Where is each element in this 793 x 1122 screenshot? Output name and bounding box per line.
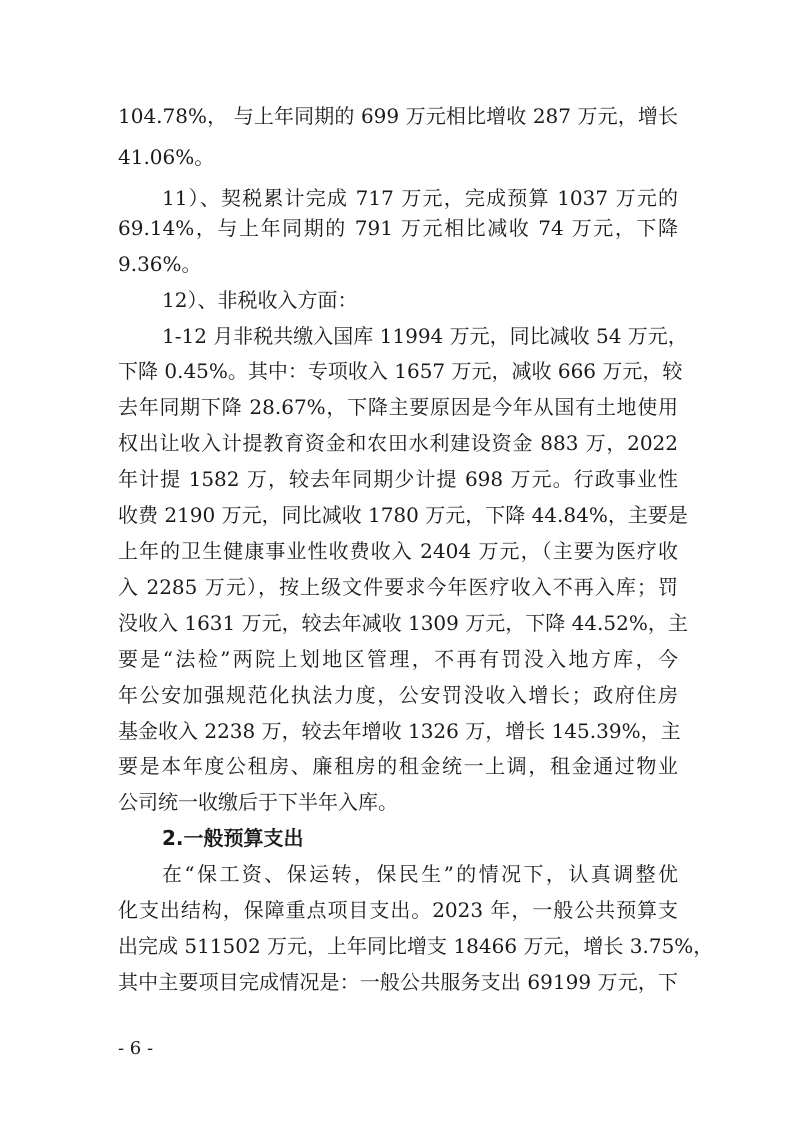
- body-line: 公司统一收缴后于下半年入库。: [118, 790, 398, 814]
- body-line: 年公安加强规范化执法力度，公安罚没收入增长；政府住房: [118, 683, 678, 707]
- body-line: 出完成 511502 万元，上年同比增支 18466 万元，增长 3.75%，: [118, 934, 714, 958]
- body-line: 化支出结构，保障重点项目支出。2023 年，一般公共预算支: [118, 898, 678, 922]
- body-line: 下降 0.45%。其中：专项收入 1657 万元，减收 666 万元，较: [118, 359, 683, 383]
- body-line: 去年同期下降 28.67%，下降主要原因是今年从国有土地使用: [118, 395, 678, 419]
- body-line: 要是“法检”两院上划地区管理，不再有罚没入地方库，今: [118, 647, 678, 671]
- body-line: 11）、契税累计完成 717 万元，完成预算 1037 万元的: [162, 186, 678, 210]
- body-line: 104.78%， 与上年同期的 699 万元相比增收 287 万元，增长: [118, 104, 678, 128]
- page-number: - 6 -: [118, 1038, 154, 1059]
- body-line: 69.14%，与上年同期的 791 万元相比减收 74 万元，下降: [118, 216, 678, 240]
- body-line: 收费 2190 万元，同比减收 1780 万元，下降 44.84%，主要是: [118, 503, 688, 527]
- body-line: 年计提 1582 万，较去年同期少计提 698 万元。行政事业性: [118, 467, 678, 491]
- body-line: 1-12 月非税共缴入国库 11994 万元，同比减收 54 万元，: [162, 324, 688, 348]
- body-line: 上年的卫生健康事业性收费收入 2404 万元，（主要为医疗收: [118, 539, 678, 563]
- body-line: 权出让收入计提教育资金和农田水利建设资金 883 万，2022: [118, 431, 678, 455]
- body-line: 入 2285 万元），按上级文件要求今年医疗收入不再入库；罚: [118, 575, 678, 599]
- body-line: 其中主要项目完成情况是：一般公共服务支出 69199 万元，下: [118, 970, 678, 994]
- section-heading: 2.一般预算支出: [162, 826, 304, 850]
- body-line: 要是本年度公租房、廉租房的租金统一上调，租金通过物业: [118, 754, 678, 778]
- body-line: 在“保工资、保运转，保民生”的情况下，认真调整优: [162, 862, 678, 886]
- body-line: 没收入 1631 万元，较去年减收 1309 万元，下降 44.52%，主: [118, 611, 688, 635]
- body-line: 基金收入 2238 万，较去年增收 1326 万，增长 145.39%，主: [118, 719, 681, 743]
- body-line: 12）、非税收入方面：: [162, 288, 358, 312]
- body-line: 41.06%。: [118, 145, 215, 169]
- body-line: 9.36%。: [118, 252, 202, 276]
